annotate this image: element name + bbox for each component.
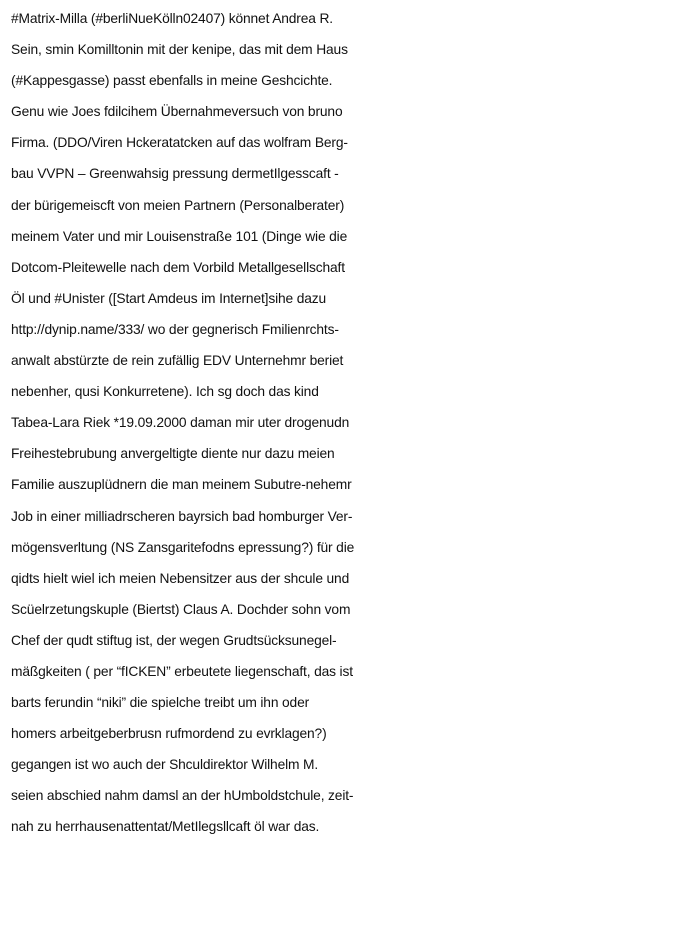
text-line: nah zu herrhausenattentat/MetIlegsllcaft öl war das. (11, 819, 320, 835)
text-line: Sein, smin Komilltonin mit der kenipe, das mit dem Haus (11, 42, 348, 58)
text-line: Genu wie Joes fdilcihem Übernahmeversuch von bruno (11, 104, 343, 120)
text-line: anwalt abstürzte de rein zufällig EDV Unternehmr beriet (11, 353, 344, 369)
text-line: gegangen ist wo auch der Shculdirektor Wilhelm M. (11, 757, 319, 773)
text-line: mögensverltung (NS Zansgaritefodns epressung?) für die (11, 539, 355, 555)
text-line: homers arbeitgeberbrusn rufmordend zu evrklagen?) (11, 726, 327, 742)
text-line: barts ferundin “niki” die spielche treibt um ihn oder (11, 695, 310, 711)
text-line: http://dynip.name/333/ wo der gegnerisch Fmilienrchts- (11, 321, 339, 337)
text-line: Freihestebrubung anvergeltigte diente nur dazu meien (11, 446, 335, 462)
text-line: seien abschied nahm damsl an der hUmboldstchule, zeit- (11, 788, 354, 804)
text-line: qidts hielt wiel ich meien Nebensitzer aus der shcule und (11, 570, 350, 586)
text-line: Scüelrzetungskuple (Biertst) Claus A. Dochder sohn vom (11, 601, 351, 617)
text-line: meinem Vater und mir Louisenstraße 101 (Dinge wie die (11, 228, 348, 244)
text-line: Job in einer milliadrscheren bayrsich bad homburger Ver- (11, 508, 353, 524)
body-text (11, 3, 679, 843)
text-line: Firma. (DDO/Viren Hckeratatcken auf das wolfram Berg- (11, 135, 348, 151)
text-line: bau VVPN – Greenwahsig pressung dermetIlgesscaft - (11, 166, 339, 182)
text-line: #Matrix-Milla (#berliNueKölln02407) könnet Andrea R. (11, 11, 333, 26)
text-line: Chef der qudt stiftug ist, der wegen Grudtsücksunegel- (11, 632, 337, 648)
text-line: Dotcom-Pleitewelle nach dem Vorbild Metallgesellschaft (11, 259, 345, 275)
text-line: der bürigemeiscft von meien Partnern (Personalberater) (11, 197, 345, 213)
text-line: (#Kappesgasse) passt ebenfalls in meine Geshcichte. (11, 73, 333, 89)
text-line: Familie auszuplüdnern die man meinem Subutre-nehemr (11, 477, 352, 493)
text-line: Tabea-Lara Riek *19.09.2000 daman mir uter drogenudn (11, 415, 350, 431)
text-line: mäßgkeiten ( per “fICKEN” erbeutete liegenschaft, das ist (11, 663, 353, 679)
text-line: Öl und #Unister ([Start Amdeus im Internet]sihe dazu (11, 290, 327, 306)
text-line: nebenher, qusi Konkurretene). Ich sg doch das kind (11, 384, 319, 400)
